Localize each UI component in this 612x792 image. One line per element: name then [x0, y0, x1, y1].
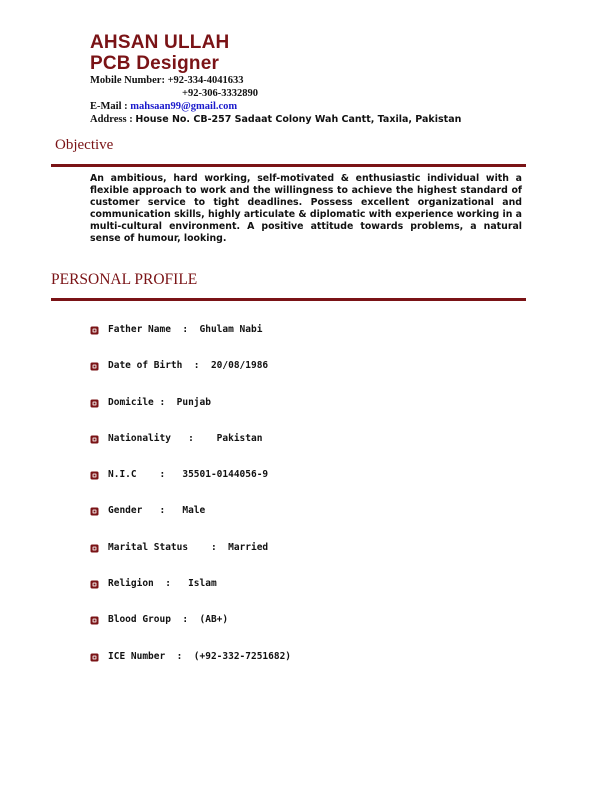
- list-item: [90, 541, 291, 577]
- address-label: Address :: [90, 114, 133, 125]
- bullet-icon: [90, 435, 99, 444]
- list-item: [90, 650, 291, 686]
- mobile-label: Mobile Number:: [90, 75, 165, 86]
- mobile-number-1: +92-334-4041633: [167, 75, 244, 86]
- list-item: [90, 577, 291, 613]
- list-item: [90, 504, 291, 540]
- address-line: [90, 113, 461, 126]
- profile-text: Domicile : Punjab: [108, 396, 211, 408]
- bullet-icon: [90, 616, 99, 625]
- resume-header: [90, 32, 461, 126]
- mobile-number-2: +92-306-3332890: [182, 88, 258, 99]
- profile-text: Nationality : Pakistan: [108, 432, 263, 444]
- list-item: [90, 468, 291, 504]
- bullet-icon: [90, 362, 99, 371]
- profile-text: Date of Birth : 20/08/1986: [108, 360, 269, 372]
- email-line: [90, 100, 461, 113]
- candidate-role: PCB Designer: [90, 53, 220, 74]
- list-item: [90, 359, 291, 395]
- address-value: House No. CB-257 Sadaat Colony Wah Cantt, Taxila, Pakistan: [135, 114, 462, 125]
- list-item: [90, 432, 291, 468]
- objective-heading: Objective: [55, 137, 114, 153]
- profile-text: Blood Group : (AB+): [108, 614, 229, 626]
- bullet-icon: [90, 326, 99, 335]
- list-item: [90, 323, 291, 359]
- personal-profile-list: [90, 323, 291, 686]
- profile-divider: [51, 298, 526, 301]
- candidate-name: AHSAN ULLAH: [90, 32, 230, 53]
- bullet-icon: [90, 544, 99, 553]
- profile-text: Father Name : Ghulam Nabi: [108, 324, 263, 335]
- profile-text: Religion : Islam: [108, 578, 217, 590]
- bullet-icon: [90, 653, 99, 662]
- mobile-line-2: [90, 87, 461, 100]
- profile-text: Marital Status : Married: [108, 541, 269, 553]
- email-label: E-Mail :: [90, 101, 128, 112]
- list-item: [90, 613, 291, 649]
- bullet-icon: [90, 399, 99, 408]
- email-link[interactable]: mahsaan99@gmail.com: [130, 101, 238, 112]
- bullet-icon: [90, 471, 99, 480]
- profile-text: Gender : Male: [108, 505, 206, 517]
- bullet-icon: [90, 580, 99, 589]
- objective-divider: [51, 164, 526, 167]
- personal-profile-heading: PERSONAL PROFILE: [51, 271, 198, 288]
- profile-text: ICE Number : (+92-332-7251682): [108, 650, 292, 662]
- list-item: [90, 396, 291, 432]
- mobile-line: [90, 74, 461, 87]
- profile-text: N.I.C : 35501-0144056-9: [108, 469, 269, 481]
- bullet-icon: [90, 507, 99, 516]
- objective-text: An ambitious, hard working, self-motivated & enthusiastic individual with a flexible approach to work and the willingness to achieve the highest standard of customer service to tight deadlines. Possess excellent organizational and communication skills, highly articulate & diplomatic with experience working in a multi-cultural environment. A positive attitude towards problems, a natural sense of humour, looking.: [90, 173, 522, 244]
